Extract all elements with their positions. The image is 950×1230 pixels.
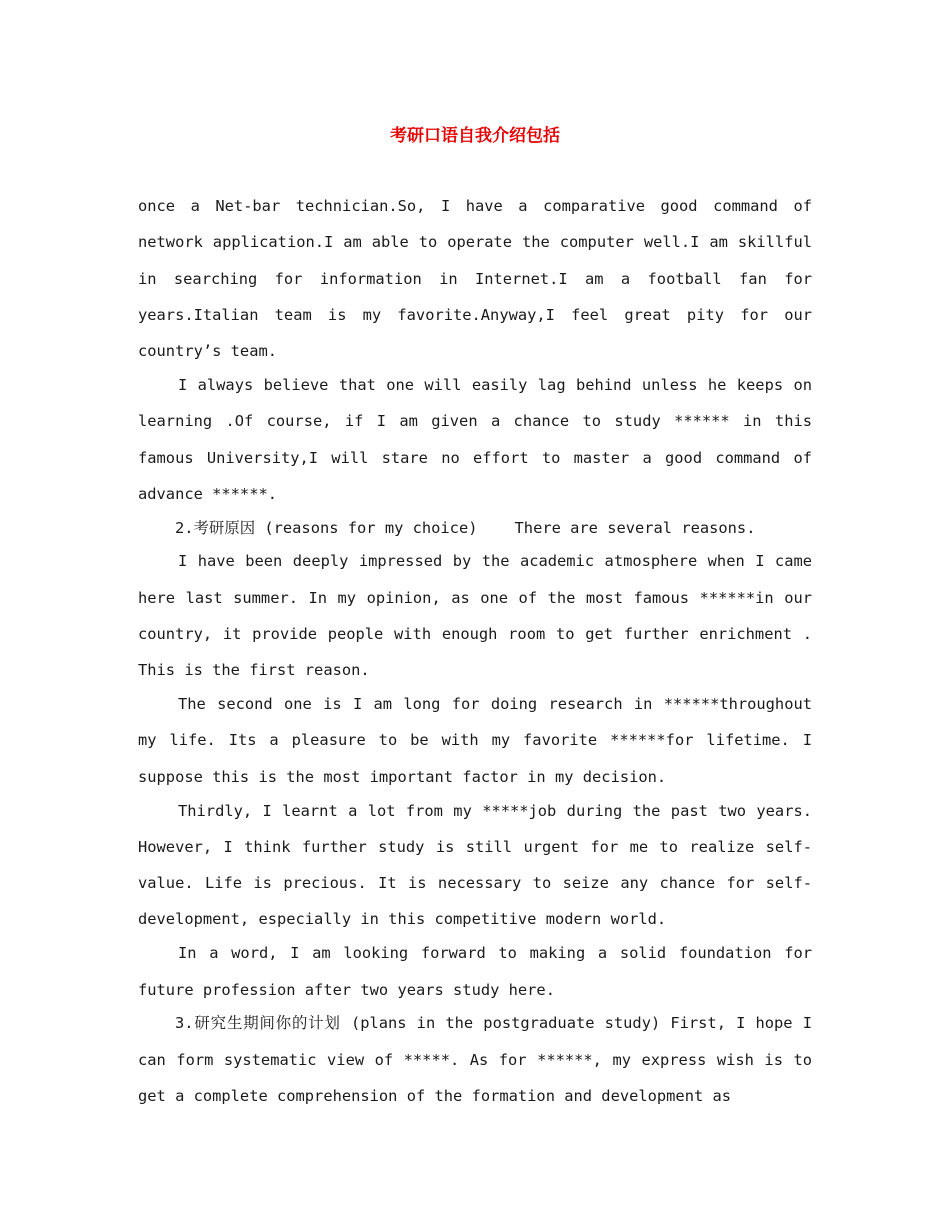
paragraph-second-reason: The second one is I am long for doing research in ******throughout my life. Its a pleasure to be with my favorite ******for lifetime. I suppose this is the most important factor in my decision. <box>138 695 812 786</box>
document-body <box>138 188 812 1114</box>
document-title: 考研口语自我介绍包括 <box>390 126 560 146</box>
paragraph-first-reason: I have been deeply impressed by the academic atmosphere when I came here last summer. In my opinion, as one of the most famous ******in our country, it provide people with enough room to get further enrichment . This is the first reason. <box>138 552 812 680</box>
paragraph-third-reason: Thirdly, I learnt a lot from my *****job during the past two years. However, I think further study is still urgent for me to realize self-value. Life is precious. It is necessary to seize any chance for self-development, especially in this competitive modern world. <box>138 801 812 929</box>
paragraph-reasons-heading: 2.考研原因 (reasons for my choice) There are several reasons. <box>175 518 756 537</box>
paragraph-learning: I always believe that one will easily lag behind unless he keeps on learning .Of course, if I am given a chance to study ****** in this famous University,I will stare no effort to master a good command of advance ******. <box>138 375 812 503</box>
paragraph-technician: once a Net-bar technician.So, I have a comparative good command of network application.I am able to operate the computer well.I am skillful in searching for information in Internet.I am a football fan for years.Italian team is my favorite.Anyway,I feel great pity for our country’s team. <box>138 197 812 361</box>
paragraph-in-a-word: In a word, I am looking forward to making a solid foundation for future profession after two years study here. <box>138 944 812 999</box>
paragraph-plans: 3.研究生期间你的计划 (plans in the postgraduate study) First, I hope I can form systematic view of *****. As for ******, my express wish is to get a complete comprehension of the formation and development as <box>138 1014 812 1105</box>
